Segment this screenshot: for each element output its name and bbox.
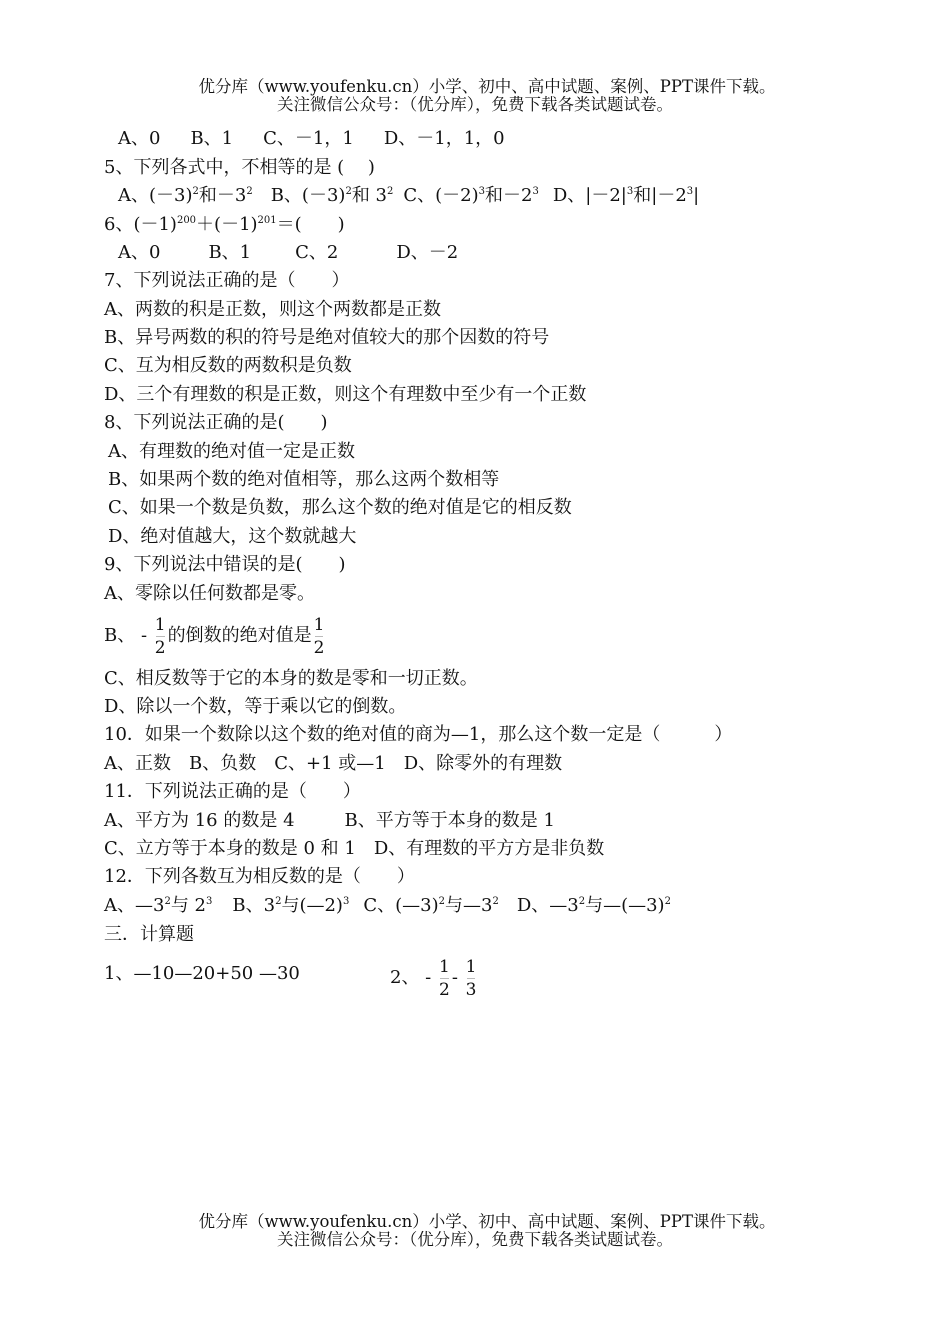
q8-option-a: A、有理数的绝对值一定是正数 <box>108 441 355 462</box>
header-line-2: 关注微信公众号：（优分库），免费下载各类试题试卷。 <box>277 95 673 114</box>
q11-options-cd <box>104 838 604 860</box>
footer-line-1: 优分库（www.youfenku.cn）小学、初中、高中试题、案例、PPT课件下载。 <box>198 1212 776 1231</box>
q7-option-b: B、异号两数的积的符号是绝对值较大的那个因数的符号 <box>104 327 550 348</box>
fraction-one-half-2: $\frac{1}{2}$ <box>313 614 325 658</box>
q4-option-a: A、0 <box>118 128 161 149</box>
header-line-1: 优分库（www.youfenku.cn）小学、初中、高中试题、案例、PPT课件下载。 <box>198 77 776 96</box>
calc-problem-2: 2、 - $\frac{1}{2}$ - $\frac{1}{3}$ <box>390 956 477 1000</box>
fraction-one-half: $\frac{1}{2}$ <box>154 614 166 658</box>
q5-option-b: B、$(-3)^2$和 $3^2$ <box>270 185 394 206</box>
footer-line-2: 关注微信公众号：（优分库），免费下载各类试题试卷。 <box>277 1230 673 1249</box>
q12-stem: 12．下列各数互为相反数的是（ ） <box>104 866 415 887</box>
q5-stem: 5、下列各式中，不相等的是 ( ) <box>104 157 375 178</box>
q12-option-c: C、(—3)$^2$与$—3^2$ <box>363 895 499 916</box>
q6-stem: 6、$(-1)^{200}+(-1)^{201}=$( ) <box>104 214 345 235</box>
q6-option-c: C、2 <box>295 242 339 263</box>
q11-stem: 11．下列说法正确的是（ ） <box>104 781 361 802</box>
q12-option-a: A、$—3^2$与 $2^3$ <box>104 895 213 916</box>
page-header <box>0 78 950 114</box>
q12-options <box>104 895 671 917</box>
q4-options <box>118 128 505 150</box>
fraction-one-half-3: $\frac{1}{2}$ <box>439 956 450 1000</box>
page-footer <box>0 1213 950 1249</box>
q9-option-b: B、 - $\frac{1}{2}$ 的倒数的绝对值是 $\frac{1}{2}$ <box>104 614 325 658</box>
q6-option-b: B、1 <box>208 242 252 263</box>
q7-option-a: A、两数的积是正数，则这个两数都是正数 <box>104 299 441 320</box>
fraction-one-third: $\frac{1}{3}$ <box>465 956 477 1000</box>
q7-stem: 7、下列说法正确的是（ ） <box>104 270 350 291</box>
q12-option-d: D、$—3^2$与—(—3)$^2$ <box>516 895 671 916</box>
section3-title: 三．计算题 <box>104 924 194 945</box>
q5-options <box>118 185 699 207</box>
q11-option-b: B、平方等于本身的数是 1 <box>344 810 555 831</box>
q8-stem: 8、下列说法正确的是( ) <box>104 412 328 433</box>
q5-option-d: D、$|-2|^3$和$|-2^3|$ <box>552 185 700 206</box>
q11-option-c: C、立方等于本身的数是 0 和 1 <box>104 838 356 859</box>
q6-option-a: A、0 <box>118 242 161 263</box>
q9-option-d: D、除以一个数，等于乘以它的倒数。 <box>104 696 407 717</box>
q4-option-b: B、1 <box>190 128 234 149</box>
q11-option-a: A、平方为 16 的数是 4 <box>104 810 295 831</box>
q9-stem: 9、下列说法中错误的是( ) <box>104 554 346 575</box>
q11-options-ab <box>104 810 555 832</box>
q4-option-d: D、－1，1，0 <box>383 128 505 149</box>
q6-options <box>118 242 458 264</box>
q8-option-d: D、绝对值越大，这个数就越大 <box>108 526 357 547</box>
calc-problem-1: 1、—10—20+50 —30 <box>104 963 300 984</box>
q6-option-d: D、－2 <box>396 242 459 263</box>
q7-option-c: C、互为相反数的两数积是负数 <box>104 355 352 376</box>
q5-option-a: A、$(-3)^2$和$-3^2$ <box>118 185 253 206</box>
q12-option-b: B、$3^2$与(—2)$^3$ <box>232 895 350 916</box>
q5-option-c: C、$(-2)^3$和$-2^3$ <box>403 185 539 206</box>
q10-stem: 10．如果一个数除以这个数的绝对值的商为—1，那么这个数一定是（ ） <box>104 724 733 745</box>
q4-option-c: C、－1，1 <box>263 128 354 149</box>
q10-options: A、正数 B、负数 C、+1 或—1 D、除零外的有理数 <box>104 753 563 774</box>
q9-option-a: A、零除以任何数都是零。 <box>104 583 315 604</box>
q7-option-d: D、三个有理数的积是正数，则这个有理数中至少有一个正数 <box>104 384 587 405</box>
q11-option-d: D、有理数的平方方是非负数 <box>373 838 605 859</box>
q8-option-b: B、如果两个数的绝对值相等，那么这两个数相等 <box>108 469 500 490</box>
q8-option-c: C、如果一个数是负数，那么这个数的绝对值是它的相反数 <box>108 497 572 518</box>
q9-option-c: C、相反数等于它的本身的数是零和一切正数。 <box>104 668 478 689</box>
